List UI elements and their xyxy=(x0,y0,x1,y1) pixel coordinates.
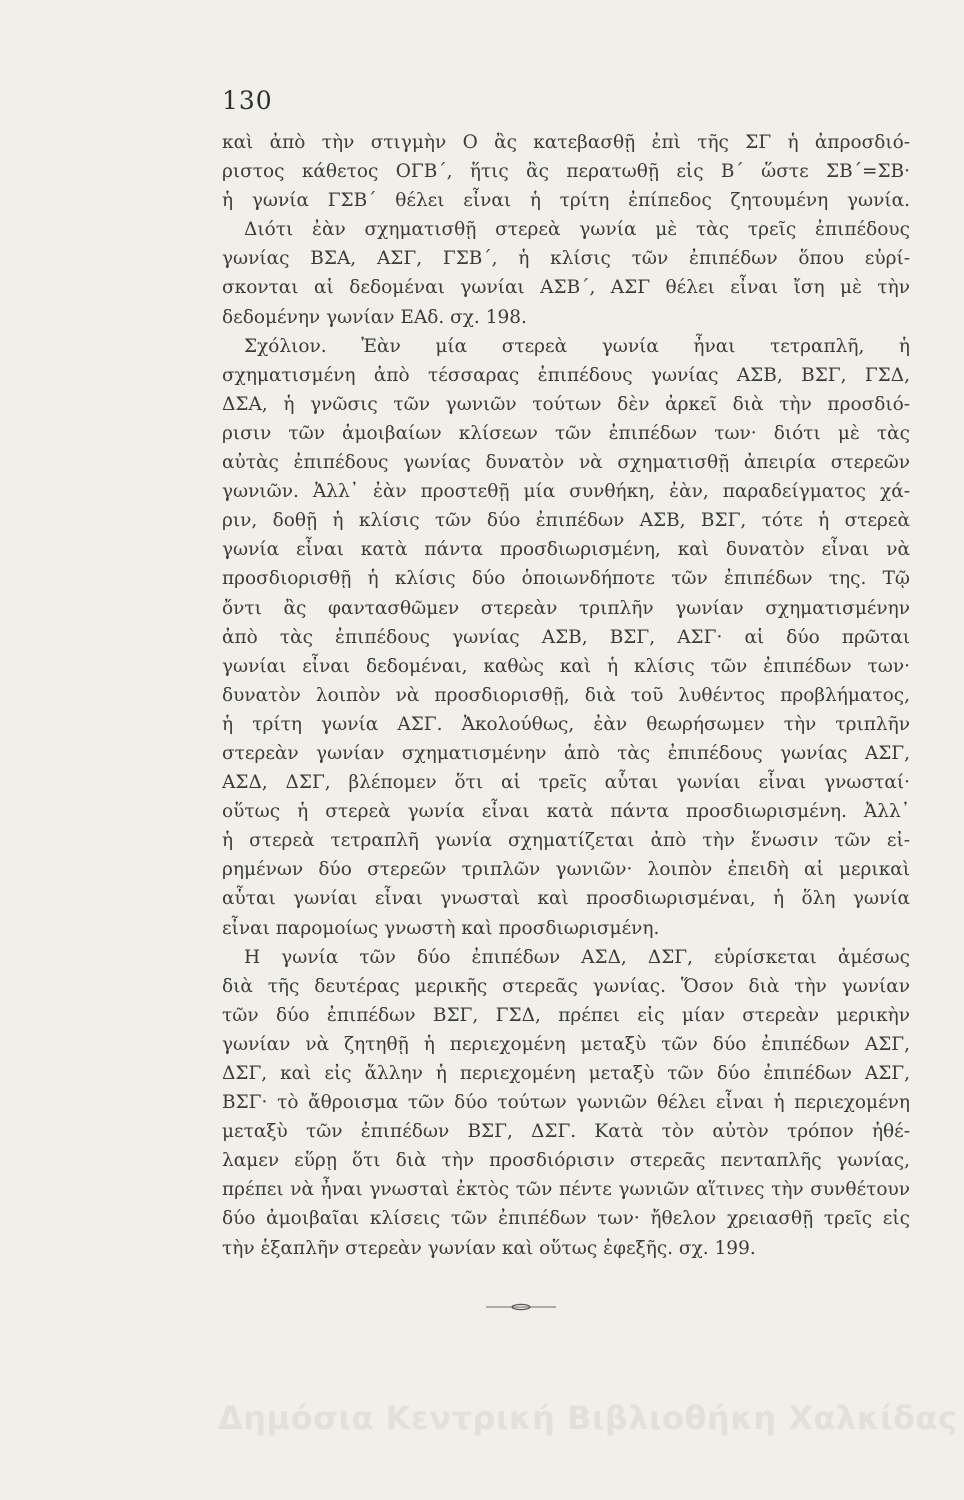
text-line: ρημένων δύο στερεῶν τριπλῶν γωνιῶν· λοιπὸν ἐπειδὴ αἱ μερικαὶ xyxy=(222,859,910,881)
end-ornament xyxy=(486,1303,556,1311)
library-watermark: Δημόσια Κεντρική Βιβλιοθήκη Χαλκίδας xyxy=(218,1399,958,1437)
text-line: τῶν δύο ἐπιπέδων ΒΣΓ, ΓΣΔ, πρέπει εἰς μίαν στερεὰν μερικὴν xyxy=(222,1004,910,1026)
text-line: γωνίαι εἶναι δεδομέναι, καθὼς καὶ ἡ κλίσις τῶν ἐπιπέδων των· xyxy=(222,655,910,677)
text-line: σκονται αἱ δεδομέναι γωνίαι ΑΣΒ΄, ΑΣΓ θέλει εἶναι ἴση μὲ τὴν xyxy=(222,277,910,299)
text-line: σχηματισμένη ἀπὸ τέσσαρας ἐπιπέδους γωνίας ΑΣΒ, ΒΣΓ, ΓΣΔ, xyxy=(222,364,910,386)
text-line: λαμεν εὕρῃ ὅτι διὰ τὴν προσδιόρισιν στερεᾶς πενταπλῆς γωνίας, xyxy=(222,1150,910,1172)
text-line: ΑΣΔ, ΔΣΓ, βλέπομεν ὅτι αἱ τρεῖς αὗται γωνίαι εἶναι γνωσταί· xyxy=(222,772,910,794)
text-line: ἡ γωνία ΓΣΒ΄ θέλει εἶναι ἡ τρίτη ἐπίπεδος ζητουμένη γωνία. xyxy=(222,190,910,212)
text-line: ὄντι ἂς φαντασθῶμεν στερεὰν τριπλῆν γωνίαν σχηματισμένην xyxy=(222,597,910,619)
page-number: 130 xyxy=(222,86,273,115)
text-line: ἡ τρίτη γωνία ΑΣΓ. Ἀκολούθως, ἐὰν θεωρήσωμεν τὴν τριπλῆν xyxy=(222,713,910,735)
text-line: γωνιῶν. Ἀλλ᾽ ἐὰν προστεθῇ μία συνθήκη, ἐὰν, παραδείγματος χά- xyxy=(222,481,910,503)
text-line: τὴν ἑξαπλῆν στερεὰν γωνίαν καὶ οὕτως ἐφεξῆς. σχ. 199. xyxy=(222,1237,756,1259)
text-line: καὶ ἀπὸ τὴν στιγμὴν Ο ἂς κατεβασθῇ ἐπὶ τῆς ΣΓ ἡ ἀπροσδιό- xyxy=(222,132,910,153)
text-line: ΔΣΓ, καὶ εἰς ἄλλην ἡ περιεχομένη μεταξὺ τῶν δύο ἐπιπέδων ΑΣΓ, xyxy=(222,1063,910,1084)
text-line: Η γωνία τῶν δύο ἐπιπέδων ΑΣΔ, ΔΣΓ, εὑρίσκεται ἀμέσως xyxy=(244,946,910,968)
text-line: γωνίας ΒΣΑ, ΑΣΓ, ΓΣΒ΄, ἡ κλίσις τῶν ἐπιπέδων ὅπου εὑρί- xyxy=(222,248,910,270)
text-line: ἀπὸ τὰς ἐπιπέδους γωνίας ΑΣΒ, ΒΣΓ, ΑΣΓ· αἱ δύο πρῶται xyxy=(222,626,910,648)
text-line: ΔΣΑ, ἡ γνῶσις τῶν γωνιῶν τούτων δὲν ἀρκεῖ διὰ τὴν προσδιό- xyxy=(222,393,910,415)
text-line: στερεὰν γωνίαν σχηματισμένην ἀπὸ τὰς ἐπιπέδους γωνίας ΑΣΓ, xyxy=(222,742,910,764)
text-line: Διότι ἐὰν σχηματισθῇ στερεὰ γωνία μὲ τὰς τρεῖς ἐπιπέδους xyxy=(244,219,910,241)
text-line: ἡ στερεὰ τετραπλῆ γωνία σχηματίζεται ἀπὸ τὴν ἕνωσιν τῶν εἰ- xyxy=(222,830,910,852)
text-line: αὐτὰς ἐπιπέδους γωνίας δυνατὸν νὰ σχηματισθῇ ἀπειρία στερεῶν xyxy=(222,452,910,474)
text-line: πρέπει νὰ ἦναι γνωσταὶ ἐκτὸς τῶν πέντε γωνιῶν αἵτινες τὴν συνθέτουν xyxy=(222,1179,910,1201)
body-text xyxy=(222,128,910,1263)
text-line: οὕτως ἡ στερεὰ γωνία εἶναι κατὰ πάντα προσδιωρισμένη. Ἀλλ᾽ xyxy=(222,801,910,823)
text-line: ριν, δοθῇ ἡ κλίσις τῶν δύο ἐπιπέδων ΑΣΒ, ΒΣΓ, τότε ἡ στερεὰ xyxy=(222,510,910,532)
text-line: διὰ τῆς δευτέρας μερικῆς στερεᾶς γωνίας. Ὅσον διὰ τὴν γωνίαν xyxy=(222,975,910,997)
text-line: δύο ἀμοιβαῖαι κλίσεις τῶν ἐπιπέδων των· ἤθελον χρειασθῇ τρεῖς εἰς xyxy=(222,1208,910,1230)
text-line: ριστος κάθετος ΟΓΒ΄, ἥτις ἂς περατωθῇ εἰς Β΄ ὥστε ΣΒ΄=ΣΒ· xyxy=(222,161,910,183)
text-line: εἶναι παρομοίως γνωστὴ καὶ προσδιωρισμένη. xyxy=(222,917,660,939)
text-line: γωνία εἶναι κατὰ πάντα προσδιωρισμένη, καὶ δυνατὸν εἶναι νὰ xyxy=(222,539,910,561)
text-line: μεταξὺ τῶν ἐπιπέδων ΒΣΓ, ΔΣΓ. Κατὰ τὸν αὐτὸν τρόπον ἠθέ- xyxy=(222,1121,910,1143)
text-line: Σχόλιον. Ἐὰν μία στερεὰ γωνία ἦναι τετραπλῆ, ἡ xyxy=(244,335,910,357)
text-line: γωνίαν νὰ ζητηθῇ ἡ περιεχομένη μεταξὺ τῶν δύο ἐπιπέδων ΑΣΓ, xyxy=(222,1033,910,1055)
text-line: προσδιορισθῇ ἡ κλίσις δύο ὁποιωνδήποτε τῶν ἐπιπέδων της. Τῷ xyxy=(222,568,910,590)
text-line: ρισιν τῶν ἀμοιβαίων κλίσεων τῶν ἐπιπέδων των· διότι μὲ τὰς xyxy=(222,422,910,444)
text-line: ΒΣΓ· τὸ ἄθροισμα τῶν δύο τούτων γωνιῶν θέλει εἶναι ἡ περιεχομένη xyxy=(222,1092,910,1114)
text-line: δεδομένην γωνίαν ΕΑδ. σχ. 198. xyxy=(222,306,527,328)
text-line: αὗται γωνίαι εἶναι γνωσταὶ καὶ προσδιωρισμέναι, ἡ ὅλη γωνία xyxy=(222,888,910,910)
text-line: δυνατὸν λοιπὸν νὰ προσδιορισθῇ, διὰ τοῦ λυθέντος προβλήματος, xyxy=(222,684,910,706)
